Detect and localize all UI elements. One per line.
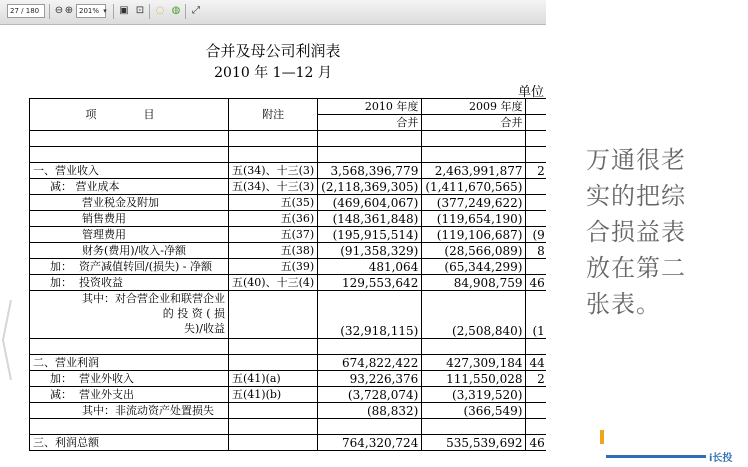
table-row xyxy=(30,291,547,339)
side-text-line: 万通很老 xyxy=(586,146,686,174)
row-2009: (2,508,840) xyxy=(422,291,526,339)
table-row xyxy=(30,243,547,259)
row-2009: (119,654,190) xyxy=(422,211,526,227)
row-item: 营业税金及附加 xyxy=(30,195,229,211)
row-item-line: 其中：对合营企业和联营企业 xyxy=(82,292,225,305)
row-2010: (88,832) xyxy=(318,403,422,419)
row-2009: 84,908,759 xyxy=(422,275,526,291)
row-note: 五(34)、十三(3) xyxy=(229,163,318,179)
row-2010: (3,728,074) xyxy=(318,387,422,403)
table-row xyxy=(30,259,547,275)
document-title: 合并及母公司利润表 xyxy=(205,42,341,60)
side-text-line: 实的把综 xyxy=(586,182,686,210)
row-item: 管理费用 xyxy=(30,227,229,243)
row-item: 减： 营业成本 xyxy=(30,179,229,195)
pdf-toolbar xyxy=(0,0,546,25)
row-2010: 3,568,396,779 xyxy=(318,163,422,179)
row-2010: (2,118,369,305) xyxy=(318,179,422,195)
pdf-page xyxy=(0,25,546,467)
row-2009: (1,411,670,565) xyxy=(422,179,526,195)
row-cut: 8 xyxy=(526,243,546,259)
row-item xyxy=(30,387,229,403)
table-row xyxy=(30,275,547,291)
page-total: / 180 xyxy=(21,7,40,15)
row-cut xyxy=(526,259,546,275)
row-2009: (366,549) xyxy=(422,403,526,419)
row-item: 财务(费用)/收入-净额 xyxy=(30,243,229,259)
row-2010: (195,915,514) xyxy=(318,227,422,243)
spacer-row xyxy=(30,339,547,355)
row-2010: (32,918,115) xyxy=(318,291,422,339)
row-cut: (1 xyxy=(526,291,546,339)
row-2009: 427,309,184 xyxy=(422,355,526,371)
row-item-label: 营业外支出 xyxy=(79,387,134,401)
comment-icon[interactable]: ◌ xyxy=(155,5,165,16)
header-cut xyxy=(526,99,546,115)
row-item-line: 失)/收益 xyxy=(184,322,225,335)
row-note xyxy=(229,355,318,371)
brand-logo-text: i长投 xyxy=(709,453,733,464)
row-note: 五(34)、十三(3) xyxy=(229,179,318,195)
row-2010: (469,604,067) xyxy=(318,195,422,211)
table-row xyxy=(30,355,547,371)
row-note: 五(35) xyxy=(229,195,318,211)
row-note: 五(38) xyxy=(229,243,318,259)
row-prefix: 减： xyxy=(50,387,72,401)
row-item xyxy=(30,371,229,387)
row-cut: (9 xyxy=(526,227,546,243)
row-2009: 111,550,028 xyxy=(422,371,526,387)
zoom-out-button[interactable]: ⊖ xyxy=(54,5,64,16)
toolbar-separator xyxy=(49,4,50,19)
fit-page-icon[interactable]: ⊡ xyxy=(135,5,145,16)
row-item: 其中：非流动资产处置损失 xyxy=(30,403,229,419)
fullscreen-icon[interactable]: ⤢ xyxy=(192,5,200,16)
income-statement-table xyxy=(29,98,546,451)
table-row xyxy=(30,227,547,243)
header-note: 附注 xyxy=(229,99,318,131)
row-cut xyxy=(526,403,546,419)
row-cut xyxy=(526,195,546,211)
header-sub-cut xyxy=(526,115,546,131)
unit-label: 单位 xyxy=(518,85,545,100)
header-row xyxy=(30,99,547,115)
row-prefix: 加： xyxy=(50,371,72,385)
row-2010: 129,553,642 xyxy=(318,275,422,291)
row-2010: 481,064 xyxy=(318,259,422,275)
row-note xyxy=(229,435,318,451)
header-2010: 2010 年度 xyxy=(318,99,422,115)
table-row xyxy=(30,195,547,211)
row-note: 五(37) xyxy=(229,227,318,243)
row-item: 二、营业利润 xyxy=(30,355,229,371)
header-item: 项 目 xyxy=(30,99,229,131)
row-note: 五(40)、十三(4) xyxy=(229,275,318,291)
header-consolidated-2009: 合并 xyxy=(422,115,526,131)
row-2010: 674,822,422 xyxy=(318,355,422,371)
row-item-multiline xyxy=(30,291,229,339)
row-2009: (65,344,299) xyxy=(422,259,526,275)
page-number-input[interactable] xyxy=(7,4,45,18)
row-2009: (28,566,089) xyxy=(422,243,526,259)
document-subtitle: 2010 年 1—12 月 xyxy=(214,65,332,81)
toolbar-separator xyxy=(149,4,150,19)
table-row xyxy=(30,179,547,195)
row-item-label: 投资收益 xyxy=(79,275,123,289)
zoom-value: 201% xyxy=(79,7,100,15)
row-2009: (3,319,520) xyxy=(422,387,526,403)
side-text-line: 张表。 xyxy=(586,290,661,318)
row-cut xyxy=(526,211,546,227)
previous-slide-chevron-icon[interactable] xyxy=(2,300,12,380)
row-2010: (91,358,329) xyxy=(318,243,422,259)
row-item: 一、营业收入 xyxy=(30,163,229,179)
zoom-dropdown-icon[interactable]: ▾ xyxy=(103,7,107,15)
row-note: 五(41)(a) xyxy=(229,371,318,387)
row-item-label: 营业外收入 xyxy=(79,371,134,385)
toolbar-separator xyxy=(185,4,186,19)
row-item-line: 的 投 资 ( 损 xyxy=(162,307,225,320)
row-note: 五(39) xyxy=(229,259,318,275)
row-2009: (119,106,687) xyxy=(422,227,526,243)
side-text-line: 合损益表 xyxy=(586,218,686,246)
row-2009: (377,249,622) xyxy=(422,195,526,211)
header-2009: 2009 年度 xyxy=(422,99,526,115)
row-cut: 2 xyxy=(526,163,546,179)
table-row xyxy=(30,371,547,387)
row-item xyxy=(30,275,229,291)
row-2010: 764,320,724 xyxy=(318,435,422,451)
row-2009: 2,463,991,877 xyxy=(422,163,526,179)
header-consolidated-2010: 合并 xyxy=(318,115,422,131)
row-cut xyxy=(526,387,546,403)
row-item: 销售费用 xyxy=(30,211,229,227)
row-note: 五(41)(b) xyxy=(229,387,318,403)
row-prefix: 加： xyxy=(50,275,72,289)
logo-underline xyxy=(606,455,706,458)
toolbar-separator xyxy=(113,4,114,19)
row-item: 三、利润总额 xyxy=(30,435,229,451)
row-2009: 535,539,692 xyxy=(422,435,526,451)
row-note xyxy=(229,403,318,419)
row-cut: 44 xyxy=(526,355,546,371)
row-cut xyxy=(526,179,546,195)
row-note xyxy=(229,291,318,339)
table-row xyxy=(30,403,547,419)
row-note: 五(36) xyxy=(229,211,318,227)
spacer-row xyxy=(30,131,547,147)
row-2010: (148,361,848) xyxy=(318,211,422,227)
spacer-row xyxy=(30,147,547,163)
save-icon[interactable]: ▣ xyxy=(119,5,129,16)
row-item-label: 资产减值转回/(损失) - 净额 xyxy=(79,259,212,273)
row-cut: 2 xyxy=(526,371,546,387)
table-row xyxy=(30,163,547,179)
row-cut: 46 xyxy=(526,275,546,291)
logo-accent-bar xyxy=(600,430,604,444)
zoom-in-button[interactable]: ⊕ xyxy=(64,5,74,16)
row-2010: 93,226,376 xyxy=(318,371,422,387)
table-row xyxy=(30,435,547,451)
row-item xyxy=(30,259,229,275)
table-row xyxy=(30,211,547,227)
spacer-row xyxy=(30,419,547,435)
side-text-line: 放在第二 xyxy=(586,254,686,282)
row-prefix: 加： xyxy=(50,259,72,273)
side-commentary xyxy=(586,142,716,322)
annotate-icon[interactable]: ◍ xyxy=(171,5,181,16)
row-cut: 46 xyxy=(526,435,546,451)
page-current: 27 xyxy=(10,7,19,15)
table-row xyxy=(30,387,547,403)
